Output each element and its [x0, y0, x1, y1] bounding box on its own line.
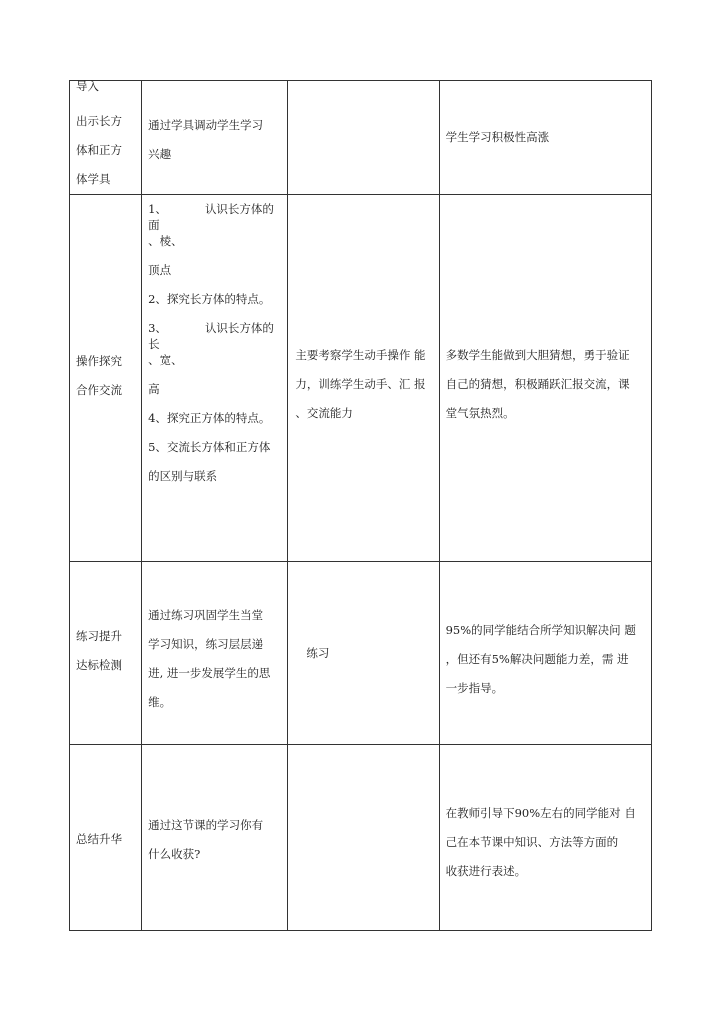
- lesson-plan-table: [69, 80, 652, 931]
- evaluation-cell: [439, 81, 651, 195]
- design-intent-cell: [288, 195, 439, 562]
- teacher-line: 什么收获?: [148, 847, 201, 861]
- teacher-activity-cell: [142, 745, 288, 931]
- evaluation-cell: [439, 195, 651, 562]
- evaluation-line: 堂气氛热烈。: [445, 406, 515, 420]
- evaluation-line: 收获进行表述。: [445, 864, 527, 878]
- evaluation-line: 己在本节课中知识、方法等方面的: [445, 835, 619, 849]
- stage-line: 总结升华: [76, 832, 122, 846]
- item-number: 3、: [148, 321, 167, 335]
- item-number: 1、: [148, 202, 167, 216]
- teacher-line: 学习知识，练习层层递: [148, 637, 264, 651]
- design-intent-cell: [288, 562, 439, 745]
- teacher-activity-cell: [142, 195, 288, 562]
- teacher-activity-cell: [142, 562, 288, 745]
- stage-cell: [70, 195, 142, 562]
- stage-line: 练习提升: [76, 629, 122, 643]
- teacher-line: 通过学具调动学生学习: [148, 118, 264, 132]
- stage-cell: [70, 745, 142, 931]
- item-tail: 的区别与联系: [148, 469, 218, 483]
- list-item: [148, 201, 279, 233]
- evaluation-line: 学生学习积极性高涨: [445, 130, 550, 144]
- table-row: [70, 745, 652, 931]
- stage-line: 体学具: [76, 172, 111, 186]
- stage-line: 导入: [76, 79, 99, 93]
- evaluation-line: 在教师引导下90%左右的同学能对 自: [445, 806, 636, 820]
- intent-line: 主要考察学生动手操作 能: [295, 348, 426, 362]
- intent-line: 、交流能力: [295, 406, 353, 420]
- intent-line: 力，训练学生动手、汇 报: [295, 377, 426, 391]
- item-tail: 顶点: [148, 263, 172, 277]
- item-text: 认识长方体的长: [148, 321, 274, 351]
- teacher-line: 进, 进一步发展学生的思: [148, 666, 271, 680]
- table-row: [70, 195, 652, 562]
- table-row: [70, 562, 652, 745]
- evaluation-cell: [439, 562, 651, 745]
- list-item: [148, 291, 279, 307]
- stage-line: 达标检测: [76, 658, 122, 672]
- evaluation-line: 自己的猜想，积极踊跃汇报交流，课: [445, 377, 630, 391]
- intent-line: 练习: [306, 646, 330, 660]
- item-number: 5、: [148, 440, 167, 454]
- list-item: [148, 320, 279, 352]
- stage-line: 体和正方: [76, 143, 122, 157]
- item-text: 探究长方体的特点。: [166, 292, 271, 306]
- item-text: 探究正方体的特点。: [166, 411, 271, 425]
- item-number: 2、: [148, 292, 167, 306]
- teacher-line: 兴趣: [148, 147, 172, 161]
- evaluation-line: ，但还有5%解决问题能力差，需 进: [445, 652, 629, 666]
- teacher-line: 维。: [148, 695, 172, 709]
- stage-line: 出示长方: [76, 114, 122, 128]
- evaluation-line: 一步指导。: [445, 681, 504, 695]
- item-continuation: 、宽、: [148, 353, 183, 367]
- stage-cell: [70, 81, 142, 195]
- item-continuation: 、棱、: [148, 234, 183, 248]
- teacher-line: 通过练习巩固学生当堂: [148, 608, 264, 622]
- list-item: [148, 439, 279, 455]
- evaluation-line: 多数学生能做到大胆猜想，勇于验证: [445, 348, 630, 362]
- stage-line: 合作交流: [76, 383, 122, 397]
- item-text: 认识长方体的面: [148, 202, 274, 232]
- item-text: 交流长方体和正方体: [166, 440, 271, 454]
- teacher-line: 通过这节课的学习你有: [148, 818, 264, 832]
- evaluation-cell: [439, 745, 651, 931]
- design-intent-cell: [288, 81, 439, 195]
- item-number: 4、: [148, 411, 167, 425]
- item-tail: 高: [148, 382, 160, 396]
- design-intent-cell: [288, 745, 439, 931]
- stage-cell: [70, 562, 142, 745]
- list-item: [148, 410, 279, 426]
- table-row: [70, 81, 652, 195]
- evaluation-line: 95%的同学能结合所学知识解决问 题: [445, 623, 636, 637]
- stage-line: 操作探究: [76, 354, 122, 368]
- teacher-activity-cell: [142, 81, 288, 195]
